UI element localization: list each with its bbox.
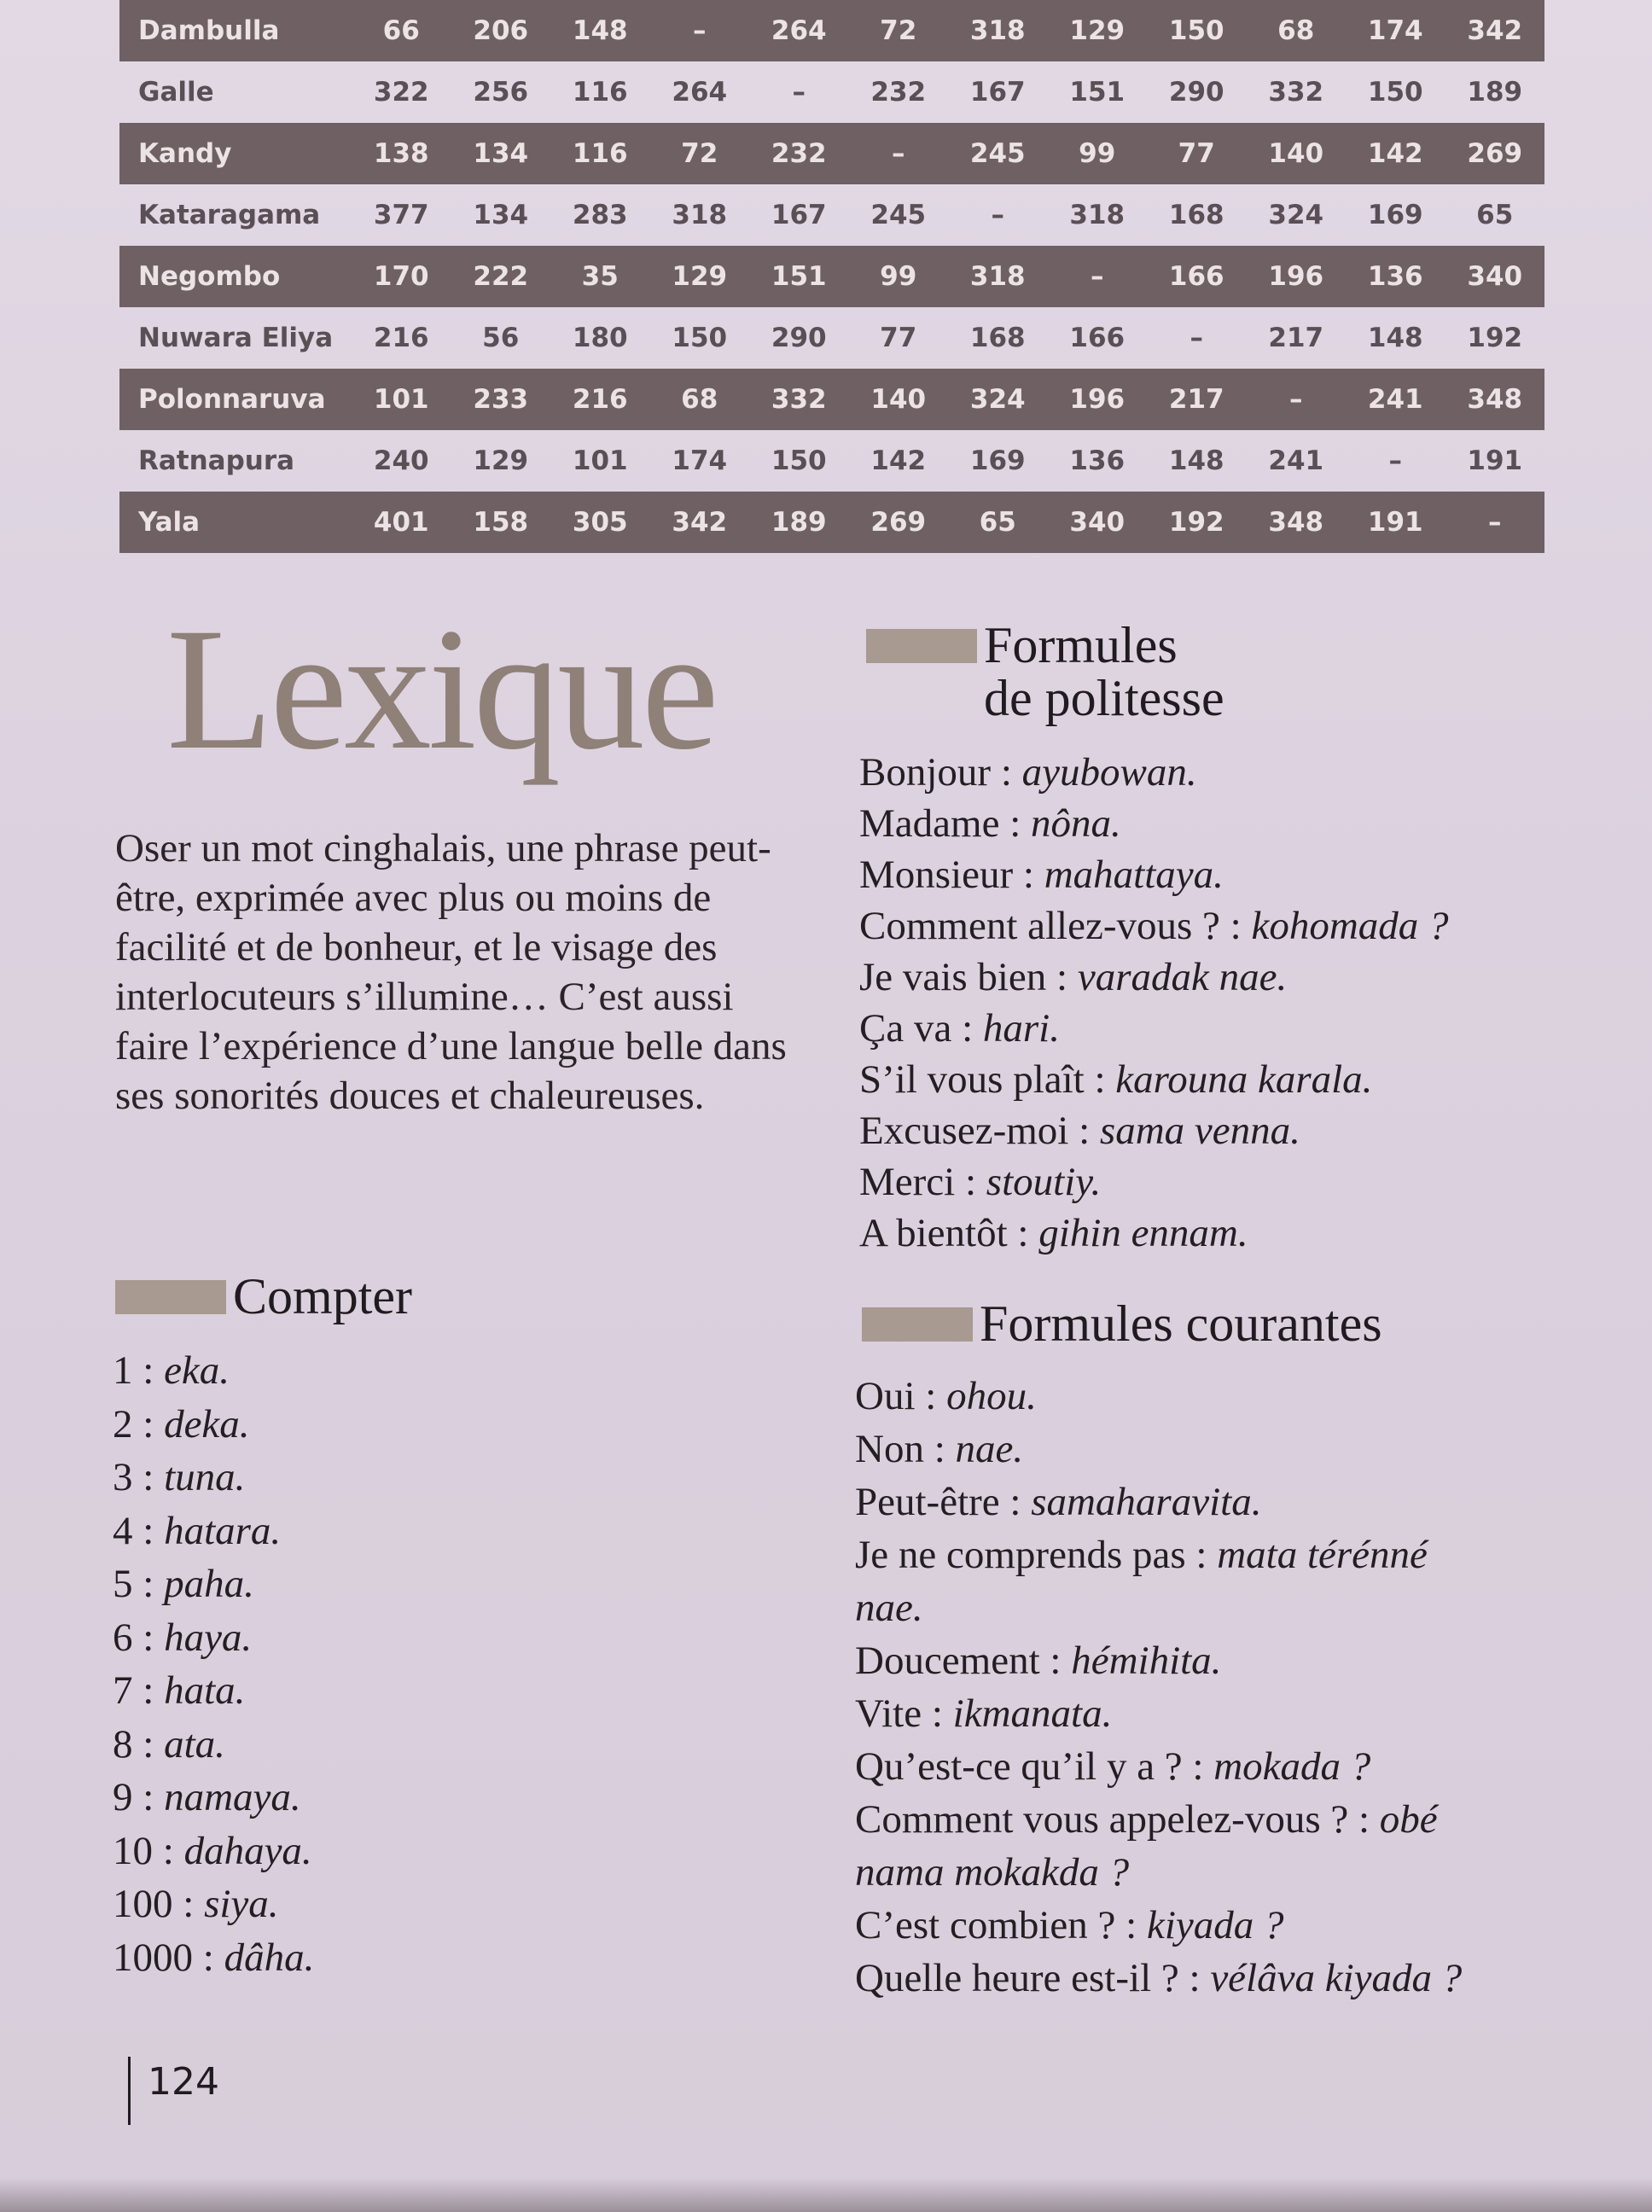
separator: :: [1185, 1533, 1218, 1577]
translation: eka.: [164, 1348, 230, 1393]
list-item: [113, 1664, 314, 1718]
distance-cell: 240: [373, 445, 429, 476]
distance-cell: 216: [373, 323, 429, 353]
distance-cell: 150: [771, 445, 827, 476]
separator: :: [999, 1480, 1032, 1524]
list-item: [855, 1952, 1462, 2005]
separator: :: [132, 1775, 165, 1819]
distance-cell: 283: [572, 200, 628, 230]
term: Non: [855, 1427, 924, 1471]
distance-cell: –: [991, 200, 1004, 230]
separator: :: [1348, 1797, 1380, 1842]
list-item: [859, 900, 1449, 952]
term: Vite: [855, 1691, 922, 1736]
distance-cell: 191: [1346, 492, 1446, 553]
translation: paha.: [164, 1562, 254, 1606]
separator: :: [132, 1348, 165, 1393]
translation: nae.: [955, 1427, 1024, 1471]
politeness-list: [859, 747, 1449, 1259]
list-item: [859, 1003, 1449, 1054]
term: Oui: [855, 1374, 916, 1418]
distance-cell: 256: [473, 77, 529, 108]
term: 5: [113, 1562, 133, 1606]
distance-cell: 191: [1467, 445, 1523, 476]
term: Quelle heure est-il ?: [855, 1956, 1179, 2000]
translation: ikmanata.: [952, 1691, 1113, 1736]
separator: :: [1115, 1903, 1147, 1947]
translation: tuna.: [164, 1455, 246, 1499]
distance-cell: 140: [1247, 123, 1347, 184]
page-number: 124: [128, 2057, 219, 2125]
list-item: [113, 1398, 314, 1452]
term: Monsieur: [859, 853, 1014, 897]
translation: kiyada ?: [1146, 1903, 1284, 1947]
term: 2: [113, 1401, 133, 1447]
distance-cell: 264: [749, 0, 849, 61]
list-item: [855, 1687, 1462, 1740]
distance-cell: 169: [1367, 200, 1423, 230]
distance-cell: 342: [1446, 0, 1545, 61]
distance-cell: 35: [550, 246, 650, 307]
city-cell: Negombo: [119, 246, 352, 307]
distance-cell: 101: [572, 445, 628, 476]
distance-cell: 138: [352, 123, 451, 184]
translation: dahaya.: [183, 1828, 312, 1873]
distance-cell: 148: [1367, 323, 1423, 353]
separator: :: [922, 1691, 953, 1736]
distance-cell: 340: [1446, 246, 1545, 307]
term: 1: [113, 1348, 133, 1393]
translation: haya.: [164, 1615, 253, 1660]
separator: :: [132, 1508, 165, 1553]
distance-cell: 167: [969, 77, 1026, 108]
translation: varadak nae.: [1077, 955, 1288, 999]
distance-cell: 148: [550, 0, 650, 61]
translation: nama mokakda ?: [855, 1850, 1130, 1895]
distance-cell: 140: [849, 369, 949, 430]
separator: :: [1068, 1109, 1100, 1153]
separator: :: [172, 1882, 205, 1926]
distance-cell: 167: [771, 200, 827, 230]
distance-cell: –: [1446, 492, 1545, 553]
distance-cell: 129: [650, 246, 750, 307]
distance-cell: 340: [1048, 492, 1148, 553]
distance-cell: 216: [550, 369, 650, 430]
table-row: [119, 184, 1544, 246]
translation: gihin ennam.: [1038, 1211, 1248, 1255]
separator: :: [193, 1935, 224, 1980]
term: Comment allez-vous ?: [859, 904, 1220, 948]
translation: mokada ?: [1213, 1744, 1371, 1789]
term: Merci: [859, 1160, 956, 1204]
distance-cell: 166: [1069, 323, 1126, 353]
separator: :: [1013, 853, 1044, 897]
distance-cell: 101: [352, 369, 451, 430]
separator: :: [951, 1006, 983, 1051]
list-item: [113, 1505, 314, 1558]
separator: :: [1039, 1639, 1072, 1683]
section-heading-politesse: Formules de politesse: [866, 619, 1224, 725]
list-item: [855, 1899, 1462, 1952]
distance-cell: 348: [1446, 369, 1545, 430]
distance-cell: 245: [948, 123, 1048, 184]
distance-cell: 150: [1367, 77, 1423, 108]
term: S’il vous plaît: [859, 1057, 1085, 1102]
distance-cell: 169: [969, 445, 1026, 476]
separator: :: [955, 1160, 986, 1204]
translation: nôna.: [1031, 801, 1121, 846]
distance-cell: 269: [1446, 123, 1545, 184]
separator: :: [132, 1615, 165, 1660]
distance-cell: 241: [1268, 445, 1324, 476]
section-heading-compter: Compter: [115, 1270, 412, 1323]
city-cell: Yala: [119, 492, 352, 553]
separator: :: [132, 1721, 165, 1767]
separator: :: [991, 750, 1022, 795]
separator: :: [153, 1828, 184, 1873]
distance-cell: 142: [1346, 123, 1446, 184]
table-row: [119, 246, 1544, 307]
distance-cell: 148: [1168, 445, 1224, 476]
distance-cell: 318: [948, 0, 1048, 61]
list-item: [113, 1344, 314, 1398]
distance-cell: 322: [373, 77, 429, 108]
distance-cell: 222: [451, 246, 551, 307]
term: A bientôt: [859, 1211, 1008, 1255]
city-cell: Ratnapura: [138, 445, 295, 476]
table-row: [119, 61, 1544, 123]
section-heading-courantes: Formules courantes: [862, 1297, 1382, 1350]
separator: :: [1178, 1956, 1211, 2000]
city-cell: Kandy: [119, 123, 352, 184]
term: 6: [113, 1615, 133, 1660]
distance-cell: 166: [1147, 246, 1247, 307]
translation: deka.: [164, 1401, 250, 1447]
list-item: [855, 1634, 1462, 1687]
separator: :: [1046, 955, 1078, 999]
city-cell: Polonnaruva: [119, 369, 352, 430]
page-edge-shadow: [0, 2178, 1652, 2212]
distance-cell: –: [650, 0, 750, 61]
list-item: [859, 849, 1449, 900]
translation: karouna karala.: [1115, 1057, 1373, 1102]
distance-cell: 192: [1467, 323, 1523, 353]
distance-cell: –: [1190, 323, 1203, 353]
city-cell: Kataragama: [138, 200, 321, 230]
distance-cell: 170: [352, 246, 451, 307]
distance-cell: 129: [1048, 0, 1148, 61]
translation: obé: [1379, 1797, 1438, 1842]
distance-cell: 342: [650, 492, 750, 553]
term: Qu’est-ce qu’il y a ?: [855, 1744, 1183, 1789]
separator: :: [132, 1401, 165, 1447]
translation: namaya.: [164, 1775, 301, 1819]
term: 100: [113, 1882, 173, 1926]
table-row: [119, 430, 1544, 492]
translation: sama venna.: [1099, 1109, 1300, 1153]
distance-cell: 318: [672, 200, 728, 230]
separator: :: [1219, 904, 1252, 948]
distance-cell: 189: [749, 492, 849, 553]
table-row: [119, 307, 1544, 369]
list-item: [859, 1105, 1449, 1156]
separator: :: [132, 1455, 165, 1499]
distance-cell: 134: [473, 200, 529, 230]
distance-cell: 65: [1476, 200, 1514, 230]
distance-cell: 68: [650, 369, 750, 430]
distance-cell: 264: [672, 77, 728, 108]
list-item: [855, 1528, 1462, 1581]
distance-cell: 196: [1048, 369, 1148, 430]
list-item: [113, 1825, 314, 1878]
list-item: [859, 1156, 1449, 1208]
translation: ata.: [164, 1721, 225, 1767]
separator: :: [1007, 1211, 1039, 1255]
translation: hatara.: [164, 1508, 282, 1553]
distance-cell: 66: [352, 0, 451, 61]
distance-cell: 377: [373, 200, 429, 230]
distance-cell: 116: [550, 123, 650, 184]
translation: stoutiy.: [986, 1160, 1102, 1204]
table-row: [119, 0, 1544, 61]
translation: hémihita.: [1071, 1639, 1222, 1683]
distance-cell: 324: [948, 369, 1048, 430]
city-cell: Dambulla: [119, 0, 352, 61]
term: Comment vous appelez-vous ?: [855, 1797, 1349, 1842]
term: Excusez-moi: [859, 1109, 1069, 1153]
translation: ayubowan.: [1021, 750, 1197, 795]
separator: :: [923, 1427, 956, 1471]
section-marker: [115, 1280, 226, 1314]
distance-cell: 174: [672, 445, 728, 476]
distance-cell: –: [792, 77, 806, 108]
term: C’est combien ?: [855, 1903, 1116, 1947]
distance-cell: 217: [1268, 323, 1324, 353]
separator: :: [132, 1668, 165, 1713]
list-item: [855, 1423, 1462, 1476]
distance-cell: 99: [1048, 123, 1148, 184]
list-item: [855, 1740, 1462, 1793]
translation: samaharavita.: [1031, 1480, 1262, 1524]
list-item-continuation: [855, 1581, 1462, 1634]
distance-cell: 305: [550, 492, 650, 553]
distance-cell: –: [1388, 445, 1402, 476]
distance-cell: –: [849, 123, 949, 184]
list-item: [113, 1771, 314, 1825]
translation: vélâva kiyada ?: [1210, 1956, 1463, 2000]
distance-cell: 116: [572, 77, 628, 108]
distance-cell: 77: [880, 323, 917, 353]
city-cell: Galle: [138, 77, 214, 108]
distance-cell: 290: [1168, 77, 1224, 108]
distance-cell: 180: [572, 323, 628, 353]
list-item: [855, 1476, 1462, 1528]
distance-cell: –: [1247, 369, 1347, 430]
distance-cell: 217: [1147, 369, 1247, 430]
distance-cell: 77: [1147, 123, 1247, 184]
term: Je vais bien: [859, 955, 1047, 999]
distance-cell: 136: [1346, 246, 1446, 307]
table-row: [119, 492, 1544, 553]
intro-paragraph: Oser un mot cinghalais, une phrase peut-être, exprimée avec plus ou moins de facilité et de bonheur, et le visage des interlocuteurs s’illumine… C’est aussi faire l’expérience d’une langue belle dans ses sonorités douces et chaleureuses.: [115, 826, 787, 1118]
distance-cell: 332: [749, 369, 849, 430]
term: Doucement: [855, 1639, 1040, 1683]
separator: :: [1084, 1057, 1116, 1102]
distance-cell: 72: [650, 123, 750, 184]
translation: mata térénné: [1217, 1533, 1428, 1577]
term: 7: [113, 1668, 133, 1713]
list-item: [859, 1208, 1449, 1259]
translation: dâha.: [224, 1935, 315, 1980]
distance-cell: 151: [1069, 77, 1126, 108]
distance-cell: 245: [870, 200, 927, 230]
separator: :: [999, 801, 1031, 846]
separator: :: [915, 1374, 947, 1418]
term: Ça va: [859, 1006, 952, 1051]
separator: :: [132, 1562, 165, 1606]
translation: mahattaya.: [1044, 853, 1224, 897]
term: 1000: [113, 1935, 193, 1980]
distance-cell: 158: [451, 492, 551, 553]
distance-cell: 232: [870, 77, 927, 108]
distance-cell: 134: [451, 123, 551, 184]
distance-cell: 99: [849, 246, 949, 307]
term: 10: [113, 1828, 153, 1873]
distance-cell: 241: [1346, 369, 1446, 430]
distance-cell: 142: [870, 445, 927, 476]
distance-cell: 136: [1069, 445, 1126, 476]
distance-cell: 318: [948, 246, 1048, 307]
list-item: [113, 1451, 314, 1505]
term: 9: [113, 1775, 133, 1819]
term: Peut-être: [855, 1480, 1000, 1524]
list-item: [859, 1054, 1449, 1105]
distance-cell: 196: [1247, 246, 1347, 307]
term: Madame: [859, 801, 1000, 846]
distance-cell: 318: [1069, 200, 1126, 230]
term: 3: [113, 1455, 133, 1499]
distance-cell: 65: [948, 492, 1048, 553]
term: 4: [113, 1508, 133, 1553]
common-phrases-list: [855, 1370, 1462, 2005]
distance-cell: 174: [1346, 0, 1446, 61]
distance-cell: 401: [352, 492, 451, 553]
term: Bonjour: [859, 750, 992, 795]
section-marker: [862, 1307, 973, 1342]
list-item: [113, 1877, 314, 1931]
distance-cell: 72: [849, 0, 949, 61]
translation: siya.: [204, 1882, 279, 1926]
distance-cell: 189: [1467, 77, 1523, 108]
translation: ohou.: [946, 1374, 1037, 1418]
distance-cell: 150: [1147, 0, 1247, 61]
translation: hari.: [982, 1006, 1060, 1051]
distance-cell: 324: [1268, 200, 1324, 230]
list-item: [855, 1793, 1462, 1846]
term: Je ne comprends pas: [855, 1533, 1186, 1577]
distance-cell: 68: [1247, 0, 1347, 61]
distance-cell: 150: [672, 323, 728, 353]
distance-cell: 192: [1147, 492, 1247, 553]
distance-cell: 233: [451, 369, 551, 430]
page-title: Lexique: [166, 592, 716, 786]
list-item-continuation: [855, 1846, 1462, 1899]
list-item: [113, 1931, 314, 1985]
distance-cell: 56: [482, 323, 520, 353]
section-marker: [866, 629, 977, 663]
distance-table: [119, 0, 1544, 553]
distance-cell: 269: [849, 492, 949, 553]
table-row: [119, 123, 1544, 184]
distance-cell: 290: [771, 323, 827, 353]
table-row: [119, 369, 1544, 430]
list-item: [113, 1557, 314, 1611]
distance-cell: 168: [969, 323, 1026, 353]
translation: nae.: [855, 1586, 923, 1630]
distance-cell: 232: [749, 123, 849, 184]
city-cell: Nuwara Eliya: [138, 323, 334, 353]
list-item: [113, 1611, 314, 1665]
distance-cell: 348: [1247, 492, 1347, 553]
distance-cell: 168: [1168, 200, 1224, 230]
translation: kohomada ?: [1251, 904, 1449, 948]
list-item: [859, 952, 1449, 1003]
distance-cell: 151: [749, 246, 849, 307]
list-item: [855, 1370, 1462, 1423]
distance-cell: 206: [451, 0, 551, 61]
translation: hata.: [164, 1668, 246, 1713]
counting-list: [113, 1344, 314, 1984]
distance-cell: –: [1048, 246, 1148, 307]
list-item: [859, 798, 1449, 849]
term: 8: [113, 1721, 133, 1767]
distance-cell: 332: [1268, 77, 1324, 108]
distance-cell: 129: [473, 445, 529, 476]
list-item: [113, 1718, 314, 1772]
list-item: [859, 747, 1449, 798]
separator: :: [1182, 1744, 1214, 1789]
